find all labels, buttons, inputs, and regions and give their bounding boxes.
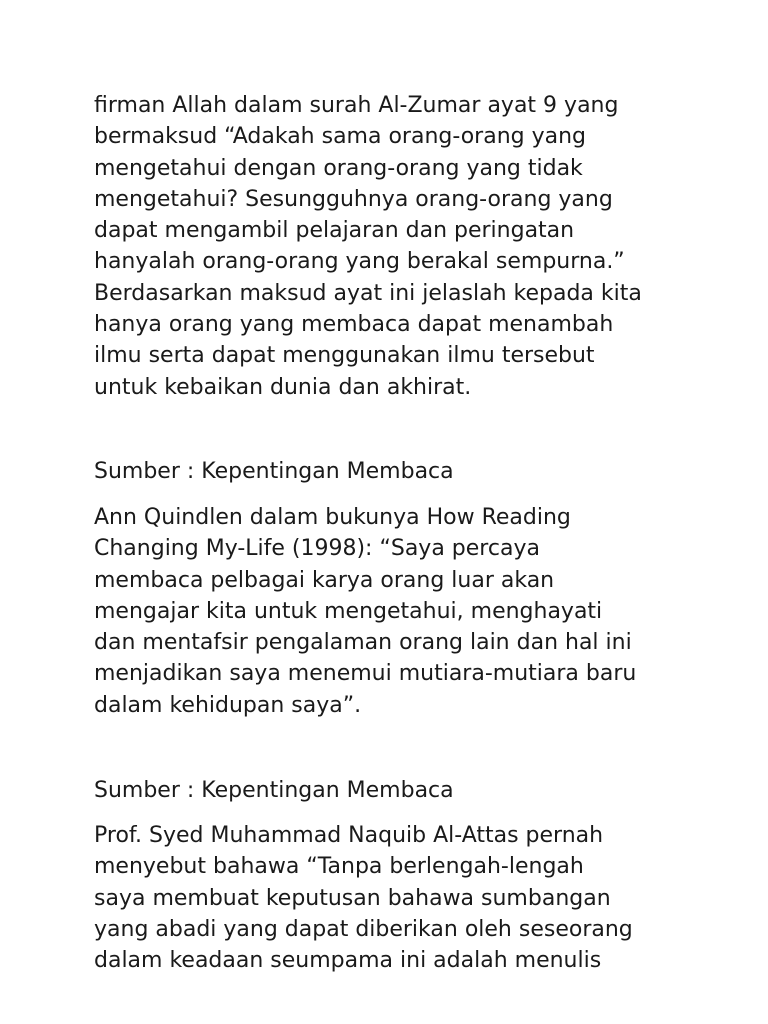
text-line: dalam kehidupan saya”.: [94, 692, 362, 718]
text-line: Changing My-Life (1998): “Saya percaya: [94, 536, 540, 562]
text-line: mengajar kita untuk mengetahui, menghayati: [94, 598, 603, 624]
text-line: dapat mengambil pelajaran dan peringatan: [94, 218, 575, 244]
text-line: menyebut bahawa “Tanpa berlengah-lengah: [94, 854, 584, 880]
text-line: untuk kebaikan dunia dan akhirat.: [94, 374, 472, 400]
text-line: Prof. Syed Muhammad Naquib Al-Attas pernah: [94, 823, 604, 848]
text-line: hanya orang yang membaca dapat menambah: [94, 312, 614, 338]
text-line: dan mentafsir pengalaman orang lain dan hal ini: [94, 630, 632, 656]
text-line: bermaksud “Adakah sama orang-orang yang: [94, 124, 587, 150]
text-line: hanyalah orang-orang yang berakal sempurna.”: [94, 249, 625, 275]
source-text: Sumber : Kepentingan Membaca: [94, 778, 454, 803]
source-text: Sumber : Kepentingan Membaca: [94, 459, 454, 484]
text-line: Berdasarkan maksud ayat ini jelaslah kepada kita: [94, 280, 642, 306]
text-line: dalam keadaan seumpama ini adalah menulis: [94, 948, 602, 974]
paragraph-quindlen-quote: [94, 502, 694, 721]
text-line: membaca pelbagai karya orang luar akan: [94, 567, 555, 593]
source-citation: [94, 775, 694, 806]
text-line: saya membuat keputusan bahawa sumbangan: [94, 885, 611, 911]
text-line: yang abadi yang dapat diberikan oleh seseorang: [94, 916, 633, 942]
text-line: mengetahui? Sesungguhnya orang-orang yang: [94, 186, 613, 212]
paragraph-al-attas-quote: [94, 820, 694, 976]
paragraph-zumar-verse: [94, 90, 694, 403]
text-line: firman Allah dalam surah Al-Zumar ayat 9 yang: [94, 93, 619, 118]
text-line: mengetahui dengan orang-orang yang tidak: [94, 155, 583, 181]
text-line: ilmu serta dapat menggunakan ilmu tersebut: [94, 343, 595, 369]
text-line: menjadikan saya menemui mutiara-mutiara baru: [94, 661, 637, 687]
source-citation: [94, 456, 694, 487]
text-line: Ann Quindlen dalam bukunya How Reading: [94, 505, 571, 530]
